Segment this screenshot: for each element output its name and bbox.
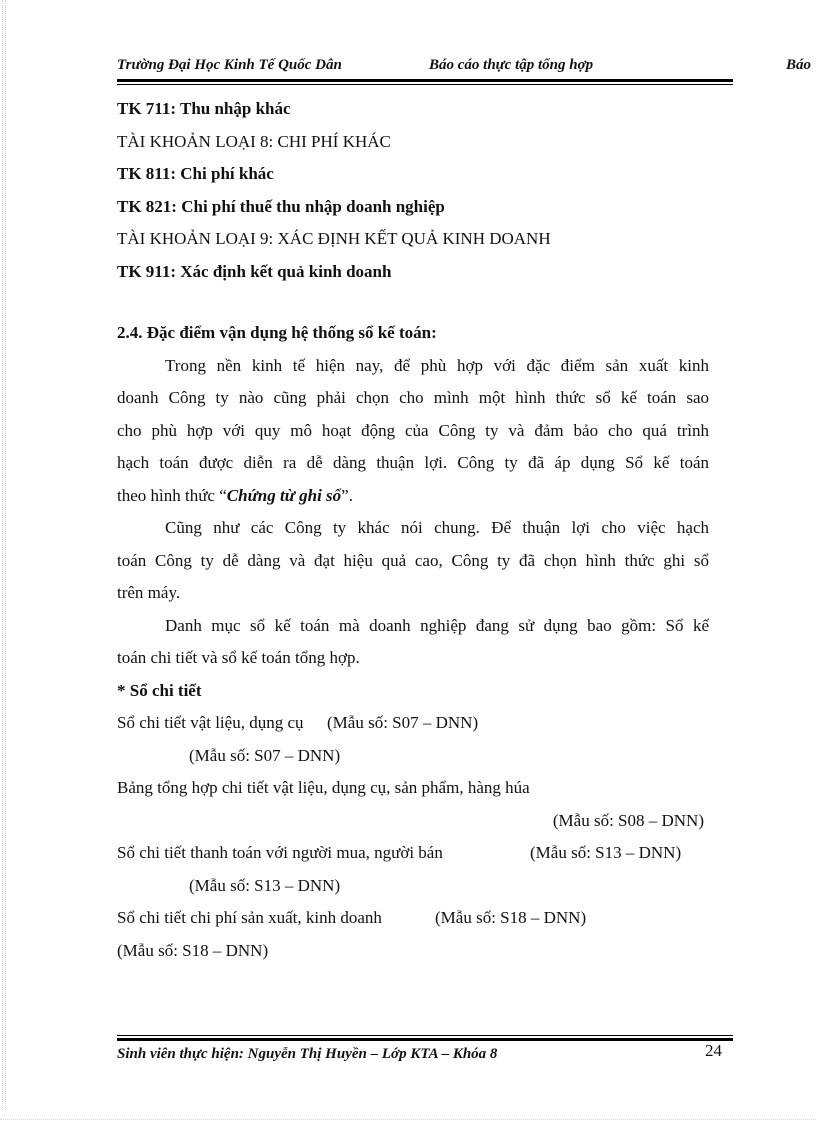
account-tk911: TK 911: Xác định kết quả kinh doanh: [117, 261, 392, 281]
footer-rule: [117, 1035, 733, 1041]
detail-item-4-form-repeat: (Mẫu số: S18 – DNN): [117, 940, 269, 960]
detail-item-1-label: Sổ chi tiết vật liệu, dụng cụ: [117, 713, 304, 732]
paragraph-2-line-2: toán Công ty dễ dàng và đạt hiệu quả cao, Công ty đã chọn hình thức ghi sổ: [117, 550, 709, 570]
spacer: [117, 288, 709, 317]
page-content: [117, 93, 709, 967]
paragraph-1-line-5: [117, 480, 709, 513]
detail-item-4-label: Sổ chi tiết chi phí sản xuất, kinh doanh: [117, 908, 382, 927]
paragraph-3-line-1: Danh mục sổ kế toán mà doanh nghiệp đang sử dụng bao gồm: Sổ kế: [165, 615, 709, 635]
detail-item-3-form-repeat: (Mẫu số: S13 – DNN): [189, 875, 341, 895]
header-school: Trường Đại Học Kinh Tế Quốc Dân: [117, 57, 342, 73]
footer-student: Sinh viên thực hiện: Nguyễn Thị Huyền – Lớp KTA – Khóa 8: [117, 1046, 498, 1062]
account-group-9: TÀI KHOẢN LOẠI 9: XÁC ĐỊNH KẾT QUẢ KINH DOANH: [117, 229, 551, 248]
detail-item-4-form: (Mẫu số: S18 – DNN): [435, 908, 587, 927]
page-bottom-border: [0, 1119, 816, 1120]
quote-close-text: ”.: [341, 485, 353, 505]
detail-item-1: [117, 707, 709, 740]
paragraph-1-line-1: Trong nền kinh tế hiện nay, để phù hợp với đặc điểm sản xuất kinh: [165, 355, 709, 375]
page-left-border: [2, 0, 6, 1110]
detail-item-3-form: (Mẫu số: S13 – DNN): [530, 843, 682, 862]
quote-open-text: theo hình thức “: [117, 485, 227, 505]
header-report-title: Báo cáo thực tập tổng hợp: [429, 57, 594, 73]
detail-item-3: [117, 837, 709, 870]
paragraph-1-line-4: hạch toán được diễn ra dễ dàng thuận lợi. Công ty đã áp dụng Sổ kế toán: [117, 453, 709, 472]
header-cut-off-text: Báo: [786, 57, 812, 73]
paragraph-2-line-3: trên máy.: [117, 583, 181, 602]
page-header: [117, 57, 816, 79]
account-tk711: TK 711: Thu nhập khác: [117, 99, 291, 118]
account-group-8: TÀI KHOẢN LOẠI 8: CHI PHÍ KHÁC: [117, 131, 391, 151]
detail-item-2-label: Bảng tổng hợp chi tiết vật liệu, dụng cụ, sản phẩm, hàng húa: [117, 778, 530, 797]
paragraph-1-line-3: cho phù hợp với quy mô hoạt động của Công ty và đảm bảo cho quá trình: [117, 420, 709, 440]
paragraph-2-line-1: Cũng như các Công ty khác nói chung. Để thuận lợi cho việc hạch: [165, 518, 709, 537]
detail-item-4: [117, 902, 709, 935]
detail-item-2-form: (Mẫu số: S08 – DNN): [552, 810, 704, 830]
detail-item-1-form-repeat: (Mẫu số: S07 – DNN): [189, 745, 341, 765]
account-tk821: TK 821: Chi phí thuế thu nhập doanh nghiệp: [117, 196, 445, 216]
detail-item-1-form: (Mẫu số: S07 – DNN): [327, 713, 479, 732]
detail-heading: * Sổ chi tiết: [117, 680, 202, 700]
header-rule: [117, 79, 733, 85]
paragraph-3-line-2: toán chi tiết và sổ kế toán tổng hợp.: [117, 648, 360, 667]
page-number: 24: [705, 1041, 722, 1060]
detail-item-3-label: Sổ chi tiết thanh toán với người mua, người bán: [117, 843, 443, 862]
emphasis-chung-tu-ghi-so: Chứng từ ghi sổ: [226, 485, 342, 505]
section-heading: 2.4. Đặc điểm vận dụng hệ thống sổ kế toán:: [117, 323, 437, 342]
account-tk811: TK 811: Chi phí khác: [117, 164, 274, 183]
paragraph-1-line-2: doanh Công ty nào cũng phải chọn cho mình một hình thức sổ kế toán sao: [117, 388, 709, 407]
